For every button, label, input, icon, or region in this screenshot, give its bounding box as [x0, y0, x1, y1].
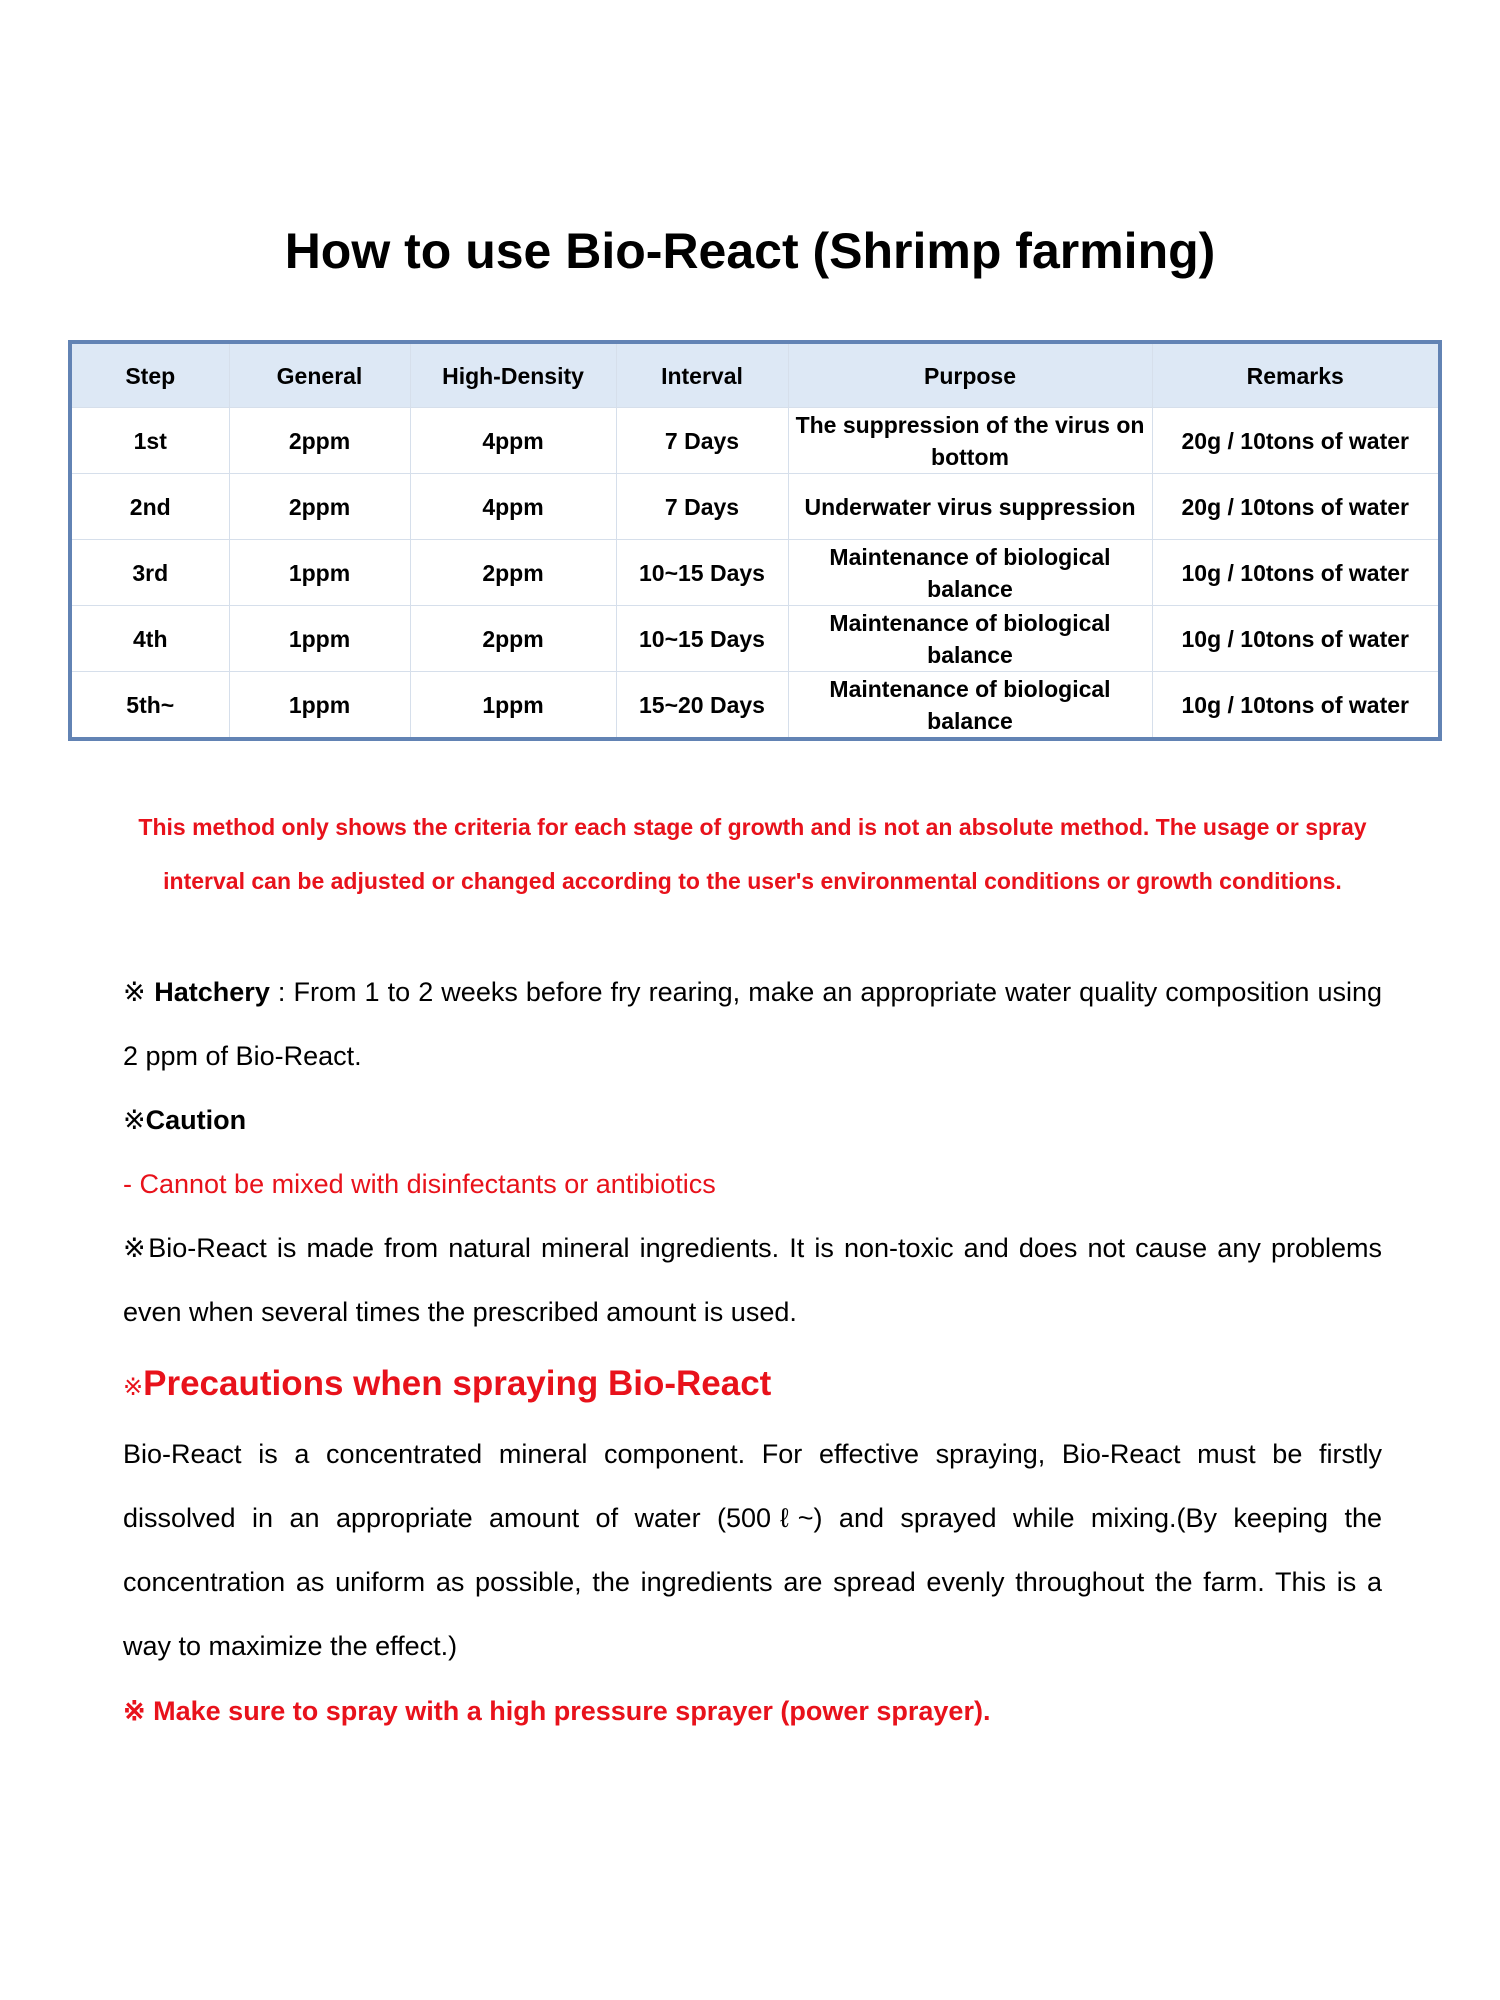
- cell-remarks: 10g / 10tons of water: [1152, 672, 1440, 740]
- cell-general: 2ppm: [229, 474, 410, 540]
- cell-remarks: 20g / 10tons of water: [1152, 474, 1440, 540]
- cell-interval: 7 Days: [616, 408, 788, 474]
- header-high-density: High-Density: [410, 342, 616, 408]
- cell-purpose: Maintenance of biological balance: [788, 672, 1152, 740]
- caution-heading: [123, 1088, 1382, 1152]
- cell-remarks: 10g / 10tons of water: [1152, 540, 1440, 606]
- cell-purpose: Underwater virus suppression: [788, 474, 1152, 540]
- precautions-paragraph: Bio-React is a concentrated mineral component. For effective spraying, Bio-React must be firstly dissolved in an appropriate amount of water (500ℓ~) and sprayed while mixing.(By keeping the concentration as uniform as possible, the ingredients are spread evenly throughout the farm. This is a way to maximize the effect.): [123, 1439, 1382, 1661]
- precautions-heading: [123, 1352, 1382, 1420]
- page-title: How to use Bio-React (Shrimp farming): [284, 223, 1216, 279]
- cell-high-density: 1ppm: [410, 672, 616, 740]
- cell-purpose: Maintenance of biological balance: [788, 540, 1152, 606]
- reference-mark: ※: [123, 1233, 149, 1263]
- table-row: [70, 672, 1440, 740]
- header-interval: Interval: [616, 342, 788, 408]
- header-remarks: Remarks: [1152, 342, 1440, 408]
- reference-mark: ※: [123, 1374, 144, 1401]
- header-purpose: Purpose: [788, 342, 1152, 408]
- cell-general: 1ppm: [229, 540, 410, 606]
- header-step: Step: [70, 342, 229, 408]
- cell-step: 4th: [70, 606, 229, 672]
- cell-step: 5th~: [70, 672, 229, 740]
- precautions-title: Precautions when spraying Bio-React: [143, 1364, 772, 1403]
- cell-interval: 15~20 Days: [616, 672, 788, 740]
- natural-text: Bio-React is made from natural mineral ingredients. It is non-toxic and does not cause any problems even when several times the prescribed amount is used.: [123, 1233, 1382, 1327]
- cell-purpose: The suppression of the virus on bottom: [788, 408, 1152, 474]
- cell-step: 2nd: [70, 474, 229, 540]
- cell-interval: 10~15 Days: [616, 606, 788, 672]
- cell-high-density: 2ppm: [410, 540, 616, 606]
- table-header-row: [70, 342, 1440, 408]
- cell-step: 3rd: [70, 540, 229, 606]
- hatchery-text: : From 1 to 2 weeks before fry rearing, make an appropriate water quality composition using 2 ppm of Bio-React.: [123, 977, 1382, 1071]
- cell-high-density: 2ppm: [410, 606, 616, 672]
- cell-interval: 7 Days: [616, 474, 788, 540]
- cell-general: 1ppm: [229, 672, 410, 740]
- reference-mark: ※: [123, 977, 147, 1007]
- cell-general: 2ppm: [229, 408, 410, 474]
- reference-mark: ※: [123, 1696, 146, 1726]
- caution-item: - Cannot be mixed with disinfectants or antibiotics: [123, 1169, 716, 1199]
- table-row: [70, 474, 1440, 540]
- cell-high-density: 4ppm: [410, 474, 616, 540]
- header-general: General: [229, 342, 410, 408]
- cell-high-density: 4ppm: [410, 408, 616, 474]
- cell-step: 1st: [70, 408, 229, 474]
- cell-interval: 10~15 Days: [616, 540, 788, 606]
- cell-remarks: 20g / 10tons of water: [1152, 408, 1440, 474]
- natural-paragraph: [123, 1216, 1382, 1344]
- cell-remarks: 10g / 10tons of water: [1152, 606, 1440, 672]
- caution-label: Caution: [145, 1105, 247, 1135]
- sprayer-text: Make sure to spray with a high pressure sprayer (power sprayer).: [153, 1696, 991, 1726]
- reference-mark: ※: [123, 1105, 146, 1135]
- disclaimer-note: This method only shows the criteria for each stage of growth and is not an absolute method. The usage or spray interval can be adjusted or changed according to the user's environmental conditions or growth conditions.: [138, 814, 1367, 894]
- cell-general: 1ppm: [229, 606, 410, 672]
- table-row: [70, 408, 1440, 474]
- hatchery-paragraph: [123, 960, 1382, 1088]
- table-row: [70, 606, 1440, 672]
- sprayer-emphasis: [123, 1679, 1382, 1743]
- cell-purpose: Maintenance of biological balance: [788, 606, 1152, 672]
- usage-table: [68, 340, 1442, 741]
- hatchery-label: Hatchery: [154, 977, 270, 1007]
- table-row: [70, 540, 1440, 606]
